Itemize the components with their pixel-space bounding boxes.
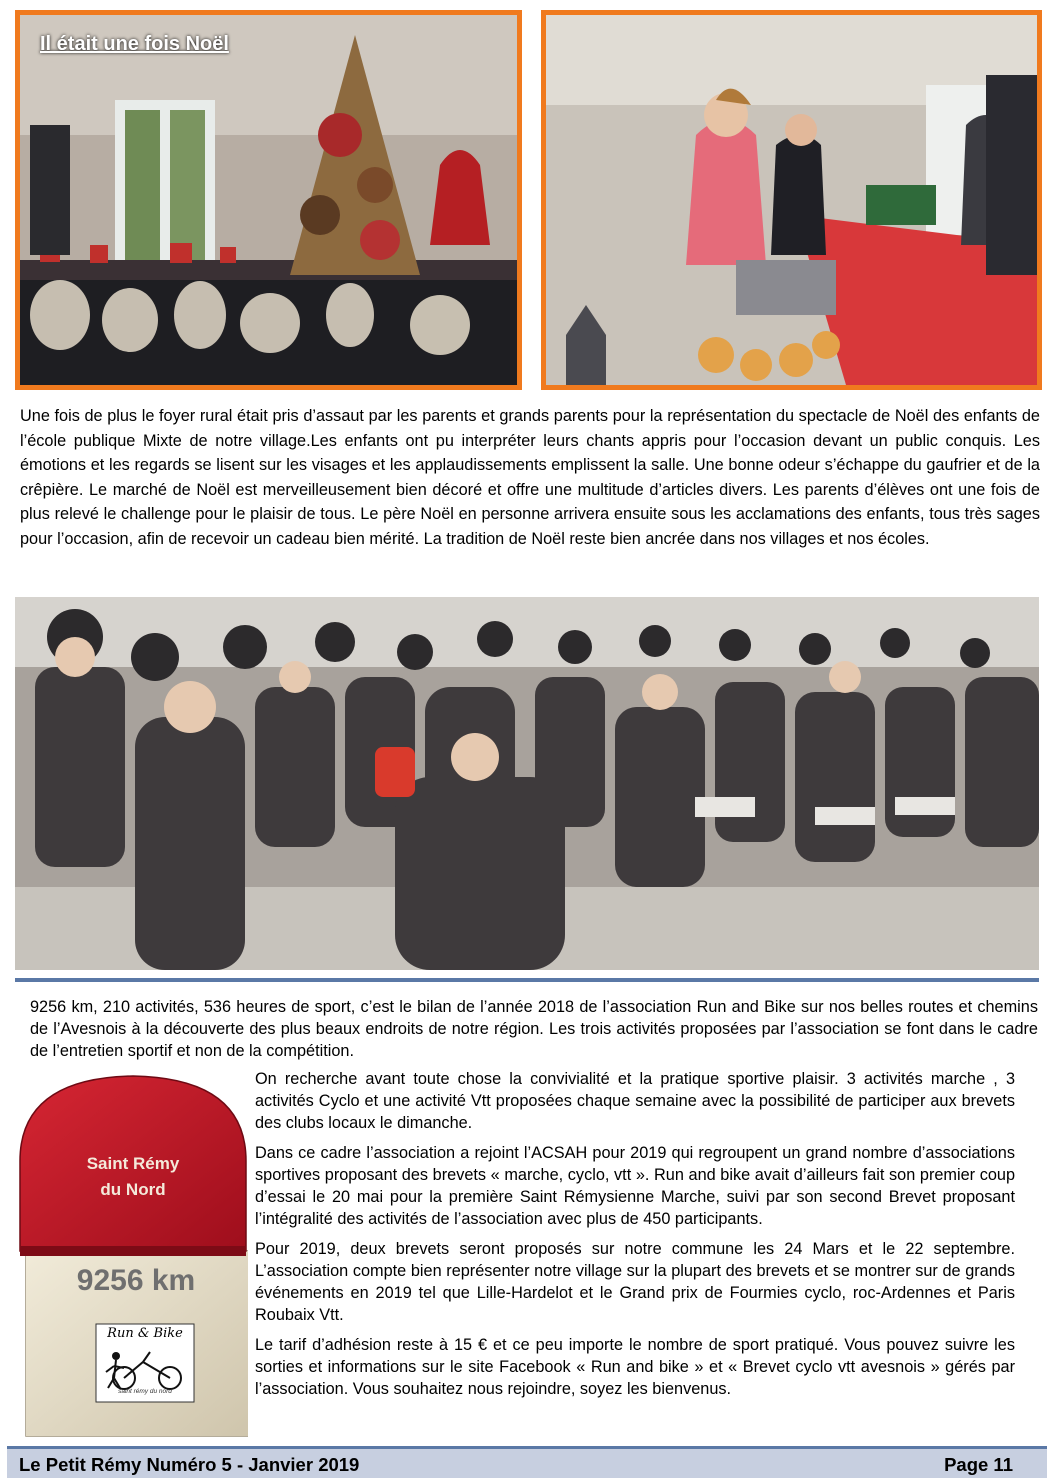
crepe-stand-image	[546, 15, 1037, 385]
audience-image	[15, 597, 1039, 970]
milestone-illustration	[18, 1066, 248, 1441]
run-and-bike-intro: 9256 km, 210 activités, 536 heures de sport, c’est le bilan de l’année 2018 de l’association Run and Bike sur nos belles routes et chemins de l’Avesnois à la découverte des plus beaux endroits de notre région. Les trois activités proposées par l’association se font dans le cadre de l’entretien sportif et non de la compétition.	[30, 998, 1038, 1060]
article-title: Il était une fois Noël	[40, 33, 229, 55]
footer-publication: Le Petit Rémy Numéro 5 - Janvier 2019	[19, 1454, 360, 1475]
milestone-place-line1: Saint Rémy	[86, 1154, 180, 1173]
footer-page-number: Page 11	[944, 1454, 1013, 1475]
logo-title: Run & Bike	[107, 1326, 183, 1341]
section-divider	[15, 978, 1039, 982]
article-body: Une fois de plus le foyer rural était pris d’assaut par les parents et grands parents pour la représentation du spectacle de Noël des enfants de l’école publique Mixte de notre village.Les enfants ont pu interpréter leurs chants appris pour l’occasion devant un public conquis. Les émotions et les regards se lisent sur les visages et les applaudissements emplissent la salle. Une bonne odeur s’échappe du gaufrier et de la crêpière. Le marché de Noël est merveilleusement bien décoré et offre une multitude d’articles divers. Les parents d’élèves ont une fois de plus relevé le challenge pour le plaisir de tous. Le père Noël en personne arrivera ensuite sous les acclamations des enfants, tous très sages pour l’occasion, afin de recevoir un cadeau bien mérité. La tradition de Noël reste bien ancrée dans nos villages et nos écoles.	[20, 407, 1040, 548]
paragraph-membership: Le tarif d’adhésion reste à 15 € et ce peu importe le nombre de sport pratiqué. Vous pouvez suivre les sorties et informations sur le site Facebook « Run and bike » et « Brevet cyclo vtt avesnois » gérés par l’association. Vous souhaitez nous rejoindre, soyez les bienvenus.	[255, 1336, 1015, 1398]
milestone-shape	[18, 1066, 248, 1441]
photo-crepe-stand	[541, 10, 1042, 390]
christmas-market-image	[20, 15, 517, 385]
logo-subtitle: saint rémy du nord	[118, 1388, 172, 1395]
photo-audience	[15, 597, 1039, 970]
milestone-place-line2: du Nord	[100, 1180, 166, 1199]
run-and-bike-body	[255, 1068, 1015, 1400]
page-footer	[7, 1446, 1047, 1478]
paragraph-brevets-2019: Pour 2019, deux brevets seront proposés sur notre commune les 24 Mars et le 22 septembre. L’association compte bien représenter notre village sur la plupart des brevets et se montrer sur de grands événements en 2019 tel que Lille-Hardelot et le Grand prix de Fourmies cyclo, roc-Ardennes et Paris Roubaix Vtt.	[255, 1240, 1015, 1324]
paragraph-acsah: Dans ce cadre l’association a rejoint l’ACSAH pour 2019 qui regroupent un grand nombre d’associations sportives proposant des brevets « marche, cyclo, vtt ». Run and bike avait d’ailleurs fait son premier coup d’essai le 20 mai pour la première Saint Rémysienne Marche, suivi par son second Brevet proposant l’intégralité des activités de l’association avec plus de 450 participants.	[255, 1144, 1015, 1228]
photo-christmas-market	[15, 10, 522, 390]
milestone-distance: 9256 km	[76, 1264, 196, 1297]
paragraph-conviviality: On recherche avant toute chose la convivialité et la pratique sportive plaisir. 3 activités marche , 3 activités Cyclo et une activité Vtt proposées chaque semaine avec la possibilité de participer aux brevets des clubs locaux le dimanche.	[255, 1070, 1015, 1132]
